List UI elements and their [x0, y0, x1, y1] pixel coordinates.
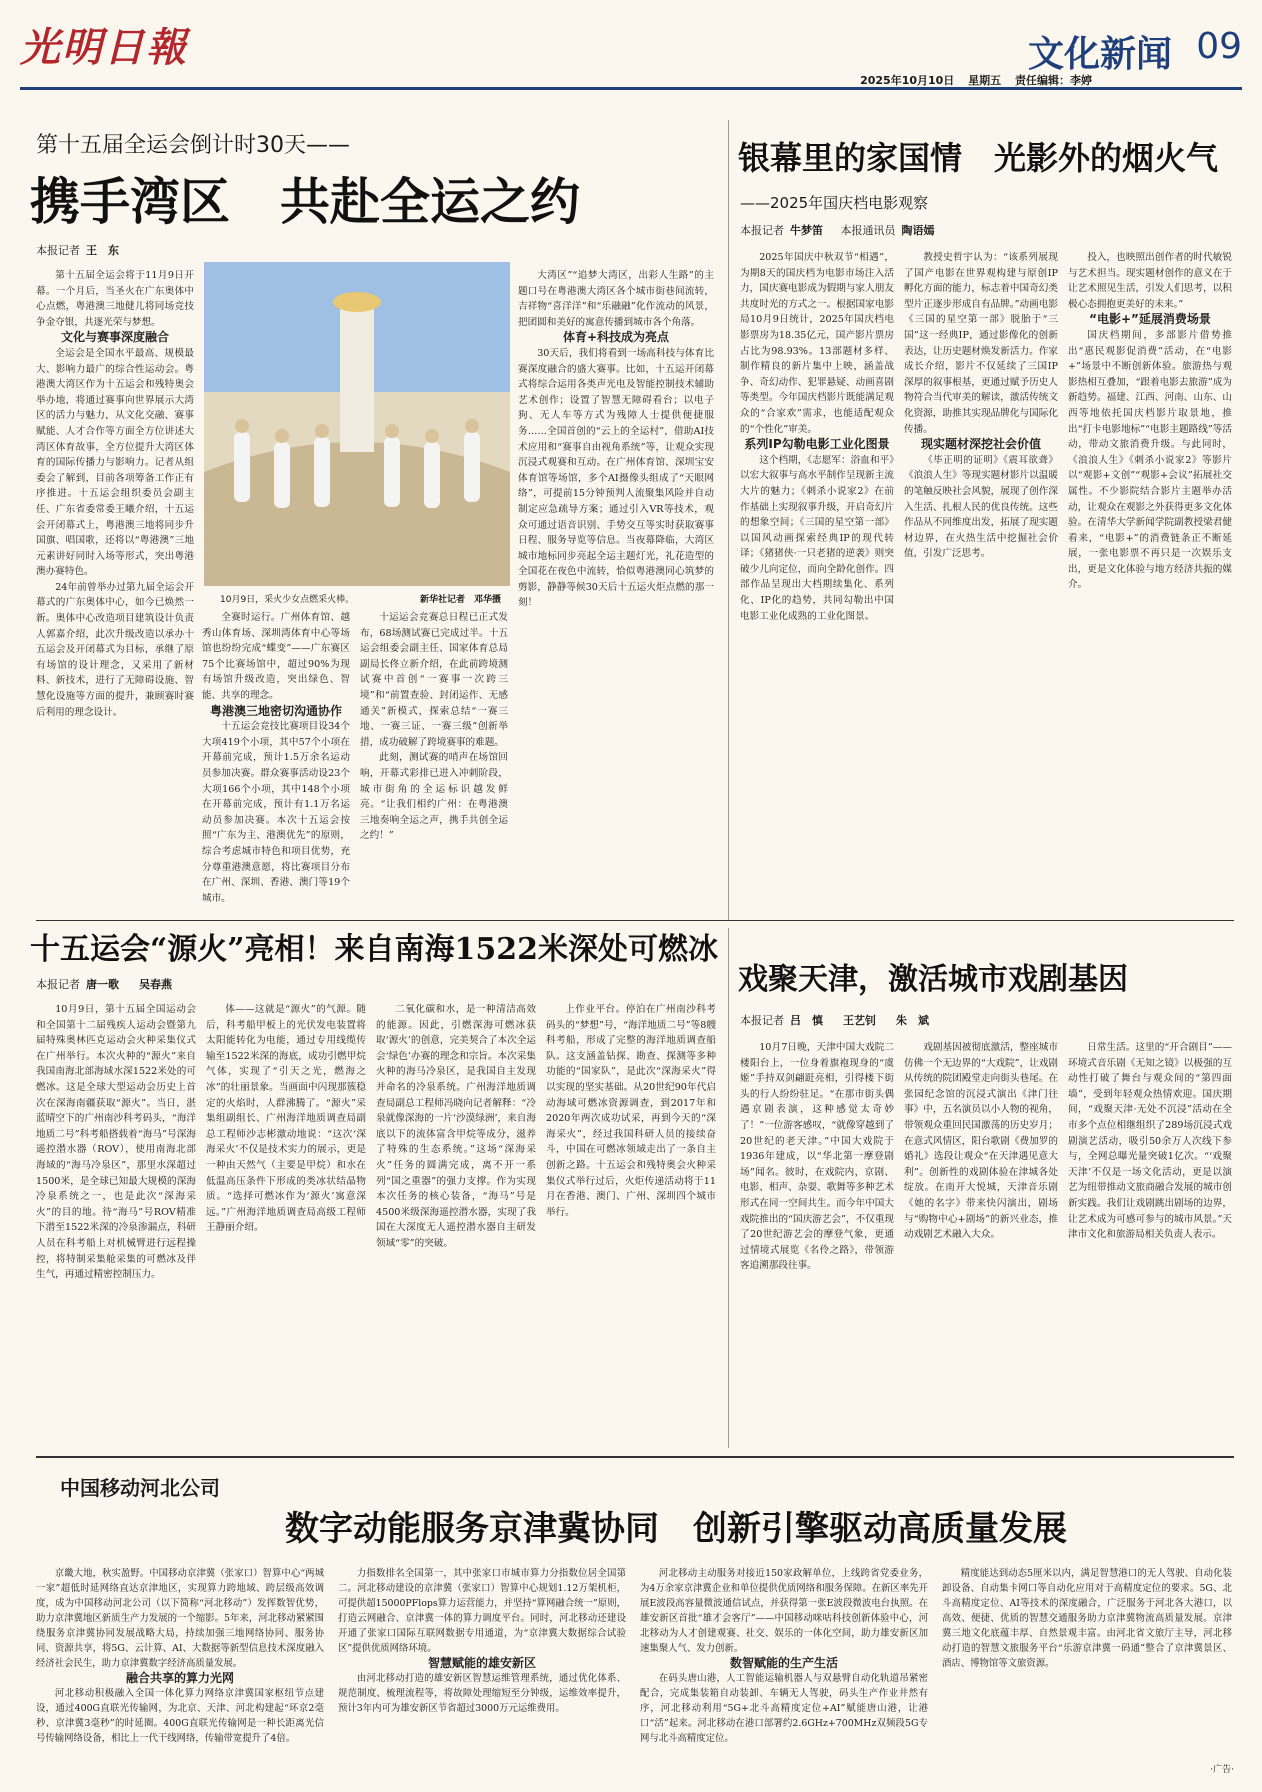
article2-col1 [740, 250, 894, 910]
paragraph: 这个档期，《志愿军：浴血和平》以宏大叙事与高水平制作呈现新主流大片的魅力；《刺杀小说家2》在前作基础上实现叙事升级，开启奇幻片的想象空间；《三国的星空第一部》以国风动画探索经典IP的现代转译；《猪猪侠·一只老猪的逆袭》则突破少儿向定位，而向全龄化创作。四部作品呈现出大档期续集化、系列化、IP化的趋势，共同勾勒出中国电影工业化成熟的工业化图景。 [740, 454, 894, 622]
paragraph: 在码头唐山港，人工智能运输机器人与双悬臂自动化轨道吊紧密配合，完成集装箱自动装卸、车辆无人驾驶，码头生产作业井然有序，河北移动利用“5G+北斗高精度定位+AI”赋能唐山港，让港口“活”起来。河北移动在港口部署约2.6GHz+700MHz双频段5G专网与北斗高精度定位。 [640, 1673, 928, 1744]
subheading: 数智赋能的生产生活 [729, 1656, 838, 1670]
ad-headline: 数字动能服务京津冀协同 创新引擎驱动高质量发展 [285, 1509, 1067, 1549]
article3-col1 [36, 1002, 196, 1442]
column-divider [728, 928, 729, 1448]
ad-col1 [36, 1566, 324, 1766]
section-title: 文化新闻 [1027, 34, 1172, 75]
photo-caption: 10月9日，采火少女点燃采火棒。 [220, 595, 355, 605]
advertorial [36, 1456, 1234, 1778]
article3-col4 [546, 1002, 716, 1442]
paragraph: 精度能达到动态5厘米以内，满足智慧港口的无人驾驶、自动化装卸设备、自动集卡网口等自动化应用对于高精度定位的要求。5G、北斗高精度定位、AI等技术的深度融合，广泛服务于河北各大港口，以高效、便捷、优质的智慧交通服务助力京津冀物流高质量发展。京津冀三地文化底蕴丰厚、自然景观丰富。由河北省文旅厅主导，河北移动打造的智慧文旅服务平台“乐游京津冀一码通”整合了京津冀景区、酒店、博物馆等文旅资源。 [942, 1568, 1232, 1669]
paragraph: 投入，也映照出创作者的时代敏锐与艺术担当。现实题材创作的意义在于让艺术照见生活，引发人们思考，以积极心态拥抱更美好的未来。” [1068, 252, 1232, 310]
subheading: 粤港澳三地密切沟通协作 [209, 703, 342, 718]
article4-headline: 戏聚天津，激活城市戏剧基因 [738, 962, 1128, 997]
paragraph: 2025年国庆中秋双节“相遇”，为期8天的国庆档为电影市场注入活力，国庆赛电影成为假期与家人朋友共度时光的方式之一。根据国家电影局10月9日统计，2025年国庆档电影票房为18.35亿元，国产影片票房占比为98.93%。13部题材多样、制作精良的新片集中上映，涵盖战争、奇幻动作、犯罪悬疑、动画喜剧等类型。今年国庆档影片既能满足观众的“合家欢”需求，也能适配观众的“个性化”审美。 [740, 252, 894, 435]
paragraph: 国庆档期间，多部影片借势推出“惠民观影促消费”活动，在“电影+”场景中不断创新体验。旅游热与观影热相互叠加，“跟着电影去旅游”成为新趋势。福建、江西、河南、山东、山西等地依托国庆档影片取景地，推出“打卡电影地标”“电影主题路线”等活动，带动文旅消费升级。与此同时，《浪浪人生》《刺杀小说家2》等影片以“观影+文创”“观影+会议”拓展社交属性。不少影院结合影片主题举办活动，让观众在观影之外获得更多文化体验。在清华大学新闻学院副教授梁君健看来，“电影+”的消费链条正不断延展，一张电影票不再只是一次娱乐支出，更是文化体验与地方经济共振的媒介。 [1068, 329, 1232, 591]
article1-col4 [518, 268, 714, 908]
byline-name: 牛梦笛 [790, 224, 823, 237]
byline-name: 吕 慎 [790, 1014, 823, 1027]
subheading: 文化与赛事深度融合 [60, 330, 169, 345]
article1-headline: 携手湾区 共赴全运之约 [30, 172, 580, 231]
paragraph: 十五运会竞技比赛项目设34个大项419个小项，其中57个小项在开幕前完成，预计1.5万余名运动员参加决赛。群众赛事活动设23个大项166个小项，其中148个小项在开幕前完成，预计有1.1万名运动员参加决赛。本次十五运会按照“广东为主、港澳优先”的原则，综合考虑城市特色和项目优势，充分尊重港澳意愿，将比赛项目分布在广州、深圳、香港、澳门等19个城市。 [202, 721, 350, 904]
paragraph: 教授史哲宇认为：“该系列展现了国产电影在世界观构建与原创IP孵化方面的能力，标志着中国奇幻类型片正逐步形成自有品牌。”动画电影《三国的星空第一部》脱胎于“三国”这一经典IP，通过影像化的创新表达，让历史题材焕发新活力。作家成长介绍，影片不仅延续了三国IP深厚的叙事根基，更通过赋予历史人物符合当代审美的解读，激活传统文化资源，助推其实现品牌化与国际化传播。 [904, 252, 1058, 435]
byline-name: 朱 斌 [896, 1014, 929, 1027]
paragraph: 大湾区”“追梦大湾区，出彩人生路”的主题口号在粤港澳大湾区各个城市街巷间流转，吉祥物“喜洋洋”和“乐融融”化作流动的风景，把团圆和美好的寓意传播到城市各个角落。 [518, 270, 714, 328]
byline-label: 本报通讯员 [840, 224, 896, 237]
article3-headline: 十五运会“源火”亮相！来自南海1522米深处可燃冰 [30, 932, 719, 967]
page-number: 09 [1196, 26, 1242, 67]
article4-col3 [1068, 1040, 1232, 1442]
ad-col3 [640, 1566, 928, 1766]
byline-name: 陶语嫣 [901, 224, 935, 237]
article2-byline [740, 222, 949, 238]
newspaper-logo: 光明日報 [20, 24, 188, 71]
paragraph: 此刻，测试赛的哨声在场馆回响，开幕式彩排已进入冲刺阶段，城市街角的全运标识越发鲜亮。“让我们相约广州：在粤港澳三地奏响全运之声，携手共创全运之约！” [360, 752, 508, 842]
article1-col1 [36, 268, 194, 908]
article3-col3 [376, 1002, 536, 1442]
byline-label: 本报记者 [740, 224, 784, 237]
article2-subtitle: ——2025年国庆档电影观察 [740, 194, 929, 212]
subheading: 智慧赋能的雄安新区 [427, 1656, 536, 1670]
subheading: “电影+”延展消费场景 [1089, 312, 1211, 327]
paragraph: 日常生活。这里的“开合剧目”——环境式音乐剧《无知之镜》以极强的互动性打破了舞台与观众间的“第四面墙”，受到年轻观众热情欢迎。国庆期间，“戏聚天津·无处不沉浸”活动在全市多个点位相继组织了289场沉浸式戏剧演艺活动，吸引50余万人次线下参与，全网总曝光量突破1亿次。“‘戏聚天津’不仅是一场文化活动，更是以演艺为纽带推动文旅商融合发展的城市创新实践。我们让戏剧跳出剧场的边界，让艺术成为可感可参与的城市风景。”天津市文化和旅游局相关负责人表示。 [1068, 1042, 1232, 1241]
article1-col3 [360, 610, 508, 908]
ad-col2 [338, 1566, 626, 1766]
paragraph: 第十五届全运会将于11月9日开幕。一个月后，当圣火在广东奥体中心点燃，粤港澳三地健儿将同场竞技争金夺银，共逐光荣与梦想。 [36, 270, 194, 328]
paragraph: 二氧化碳和水，是一种清洁高效的能源。因此，引燃深海可燃冰获取‘源火’的创意，完美契合了本次全运会‘绿色’办赛的理念和宗旨。本次采集火种的海马冷泉区，是我国自主发现并命名的冷泉系统。广州海洋地质调查局副总工程师冯晓向记者解释：“冷泉就像深海的一片‘沙漠绿洲’，来自海底以下的流体富含甲烷等成分，滋养了特殊的生态系统。”这场“深海采火”任务的圆满完成，离不开一系列“国之重器”的强力支撑。作为实现本次任务的核心装备，“海马”号是4500米级深海遥控潜水器，实现了我国在大深度无人遥控潜水器自主研发领域“零”的突破。 [376, 1004, 536, 1249]
paragraph: 河北移动积极融入全国一体化算力网络京津冀国家枢纽节点建设，通过400G直联光传输网，为北京、天津、河北构建起“环京2毫秒、京津冀3毫秒”的时延圈。400G直联光传输网是一种长距离光信号传输网络设备，相比上一代干线网络，传输带宽提升了4倍。 [36, 1688, 324, 1744]
photo-credit: 新华社记者 邓华摄 [420, 595, 502, 605]
byline-name: 吴春燕 [139, 978, 172, 991]
column-divider [728, 120, 729, 920]
byline-name: 王艺钊 [843, 1014, 876, 1027]
ad-col4 [942, 1566, 1232, 1766]
paragraph: 体——这就是“源火”的气源。随后，科考船甲板上的光伏发电装置将太阳能转化为电能，通过专用线缆传输至1522米深的海底，成功引燃甲烷气体，实现了“引天之光，燃海之冰”的壮丽景象。当画面中闪现那簇稳定的火焰时，人群沸腾了。“源火”采集组副组长、广州海洋地质调查局副总工程师沙志彬激动地说：“这次‘深海采火’不仅是技术实力的展示，更是一种由天然气（主要是甲烷）和水在低温高压条件下形成的类冰状结晶物质。“选择可燃冰作为‘源火’寓意深远。”广州海洋地质调查局高级工程师王静丽介绍。 [206, 1004, 366, 1234]
paragraph: 上作业平台。停泊在广州南沙科考码头的“梦想”号，“海洋地质二号”等8艘科考船，形成了完整的海洋地质调查船队。这支涵盖钻探、勘查、探测等多种功能的“国家队”，是此次“深海采火”得以实现的坚实基础。从20世纪90年代启动海域可燃冰资源调查，到2017年和2020年两次成功试采，再到今天的“深海采火”，经过我国科研人员的接续奋斗，中国在可燃冰领域走出了一条自主创新之路。十五运会和残特奥会火种采集仪式举行过后，火炬传递活动将于11月在香港、澳门、广州、深圳四个城市举行。 [546, 1004, 716, 1218]
issue-weekday: 星期五 [968, 74, 1002, 87]
paragraph: 由河北移动打造的雄安新区智慧运维管理系统，通过优化体系、规范制度、梳理流程等，将故障处理缩短至分钟级，运维效率提升，预计3年内可为雄安新区节省超过3000万元运维费用。 [338, 1673, 626, 1714]
subheading: 系列IP勾勒电影工业化图景 [744, 437, 890, 452]
byline-name: 王 东 [86, 244, 119, 257]
article2-col3 [1068, 250, 1232, 910]
paragraph: 力指数排名全国第一，其中张家口市城市算力分指数位居全国第二。河北移动建设的京津冀（张家口）智算中心规划1.12万架机柜，可提供超15000PFlops算力运营能力，并坚持“算网融合统一”原则，打造云网融合、京津冀一体的算力调度平台。同时，河北移动还建设开通了张家口国际互联网数据专用通道，为“京津冀大数据综合试验区”提供优质网络环境。 [338, 1568, 626, 1654]
paragraph: 全运会是全国水平最高、规模最大、影响力最广的综合性运动会。粤港澳大湾区作为十五运会和残特奥会举办地，将通过赛事向世界展示大湾区的活力与魅力，从文化交融、赛事赋能、人才合作等方面全方位讲述大湾区体育故事，全方位提升大湾区体育的国际传播力与影响力。记者从组委会了解到，目前各项筹备工作正有序推进。十五运会组织委员会副主任、广东省委常委王曦介绍，十五运会开闭幕式上，粤港澳三地将同步升国旗、唱国歌，还将以“粤港澳”三地元素讲好同时入场等形式，突出粤港澳办赛特色。 [36, 347, 194, 578]
section-divider [36, 920, 1234, 921]
paragraph: 河北移动主动服务对接近150家政解单位，上线跨省党委业务，为4万余家京津冀企业和单位提供优质网络和服务保障。在新区率先开展E波段高容量微波通信试点，并获得第一张E波段微波电台执照。在雄安新区首批“雄才会客厅”——中国移动咪咕科技创新体验中心，河北移动为人才创建观赛、社交、娱乐的一体化空间，助力雄安新区加速集聚人气、发力创新。 [640, 1568, 928, 1654]
issue-date: 2025年10月10日 [860, 74, 955, 87]
article3-byline [36, 976, 186, 992]
ad-company: 中国移动河北公司 [60, 1476, 220, 1500]
paragraph: 十运运会竞赛总日程已正式发布，68场测试赛已完成过半。十五运会组委会副主任、国家体育总局副局长佟立新介绍，在此前跨境测试赛中首创“一赛事一次跨三境”和“前置查验、封闭运作、无感通关”新模式，探索总结“一赛三地、一赛三证、一赛三级”创新举措，成功破解了跨境赛事的难题。 [360, 612, 508, 748]
article4-col1 [740, 1040, 894, 1442]
issue-editor: 责任编辑：李婷 [1015, 74, 1092, 87]
article1-kicker: 第十五届全运会倒计时30天—— [36, 133, 350, 158]
byline-label: 本报记者 [36, 978, 80, 991]
torch-photo [204, 262, 510, 586]
paragraph: 24年前曾举办过第九届全运会开幕式的广东奥体中心，如今已焕然一新。奥体中心改造项目建筑设计负责人郭嘉介绍，此次升级改造以承办十五运会及开闭幕式为目标，承继了原有场馆的设计理念，又采用了新材料、新技术，进行了无障碍设施、智慧化设施等方面的提升，兼顾赛时赛后利用的理念设计。 [36, 581, 194, 718]
article1-col2 [202, 610, 350, 908]
subheading: 现实题材深挖社会价值 [920, 437, 1041, 452]
paragraph: 30天后，我们将看到一场高科技与体育比赛深度融合的盛大赛事。比如，十五运开闭幕式将综合运用各类声光电及智能控制技术辅助艺术创作；设置了智慧无障碍看台；以电子狗、无人车等方式为残障人士提供便捷服务……全国首创的“云上的全运村”，借助AI技术应用和“赛事自由视角系统”等，让观众实现沉浸式观赛和互动。在广州体育馆、深圳宝安体育馆等场馆，多个AI摄像头组成了“天眼网络”，可提前15分钟预判人流聚集风险并自动制定应急疏导方案；通过引入VR等技术，观众可通过语音识别、手势交互等实时获取赛事日程、服务导览等信息。当夜幕降临，大湾区城市地标同步亮起全运主题灯光，礼花造型的全国花在夜色中流转，恰似粤港澳同心筑梦的剪影，静静等候30天后十五运火炬点燃的那一刻！ [518, 347, 714, 609]
byline-label: 本报记者 [740, 1014, 784, 1027]
byline-name: 唐一歌 [86, 978, 119, 991]
ad-label: ·广告· [1210, 1765, 1234, 1775]
article2-headline: 银幕里的家国情 光影外的烟火气 [738, 139, 1219, 177]
paragraph: 京畿大地，秋实盈野。中国移动京津冀（张家口）智算中心“两城一家”超低时延网络直达京津地区，实现算力跨地域、跨层级高效调度，成为中国移动河北公司（以下简称“河北移动”）发挥数智优势，助力京津冀地区新质生产力发展的一个缩影。5年来，河北移动紧紧围绕服务京津冀协同发展战略大局，持续加强三地网络协同、服务协同、资源共享，将5G、云计算、AI、大数据等新型信息技术深度融入经济社会民生，助力京津冀数字经济高质量发展。 [36, 1568, 324, 1669]
paragraph: 戏剧基因被彻底激活，整座城市仿佛一个无边界的“大戏院”，让戏剧从传统的院团殿堂走向街头巷尾。在张园纪念馆的沉浸式演出《津门往事》中，五名演员以小人物的视角，带领观众重回民国激荡的历史岁月；在意式风情区，阳台歌剧《费加罗的婚礼》选段让观众“在天津遇见意大利”。创新性的戏剧体验在津城各处绽放。在南开大悦城，天津音乐剧《她的名字》带来快闪演出，剧场与“购物中心+剧场”的新兴业态，推动戏剧艺术融入大众。 [904, 1042, 1058, 1241]
subheading: 体育+科技成为亮点 [562, 330, 670, 345]
article4-byline [740, 1012, 943, 1028]
article2-col2 [904, 250, 1058, 910]
paragraph: 10月7日晚，天津中国大戏院二楼阳台上，一位身着旗袍现身的“虞姬”手持双剑翩跹亮相，引得楼下街头的行人纷纷驻足。“在那市街头偶遇京剧表演，这种感觉太奇妙了！”一位游客感叹，“就像穿越到了20世纪的老天津。”中国大戏院于1936年建成，以“华北第一摩登剧场”闻名。彼时，在戏院内，京剧、电影、相声、杂耍、歌舞等多种艺术形式在同一空间共生。而今年中国大戏院推出的“国庆游艺会”，不仅重现了20世纪游艺会的摩登气象，更通过情境式展览《名伶之路》，带领游客追溯那段往事。 [740, 1042, 894, 1272]
paragraph: 全赛时运行。广州体育馆、越秀山体育场、深圳湾体育中心等场馆也纷纷完成“蝶变”——广东赛区75个比赛场馆中，超过90%为现有场馆升级改造，突出绿色、智能、共享的理念。 [202, 612, 350, 701]
article3-col2 [206, 1002, 366, 1442]
byline-label: 本报记者 [36, 244, 80, 257]
article1-byline [36, 242, 133, 258]
torch-ceremony-image [204, 262, 510, 586]
subheading: 融合共享的算力光网 [125, 1671, 234, 1685]
paragraph: 10月9日，第十五届全国运动会和全国第十二届残疾人运动会暨第九届特殊奥林匹克运动会火种采集仪式在广州举行。本次火种的“源火”来自我国南海北部海域水深1522米处的可燃冰。这是全球大型运动会历史上首次在深海南疆获取“源火”。当日，湛蓝晴空下的广州南沙科考码头，“海洋地质二号”科考船搭载着“海马”号深海遥控潜水器（ROV），使用南海北部海域的“海马冷泉区”，那里水深超过1500米，是全球已知最大规模的深海冷泉系统之一，也是此次“深海采火”的目的地。待“海马”号ROV精准下潜至1522米深的冷泉渗漏点，科研人员在科考船上对机械臂进行远程操控，将特制采集舱采集的可燃冰及伴生气，再通过精密控制压力。 [36, 1004, 196, 1281]
paragraph: 《毕正明的证明》《震耳欲聋》《浪浪人生》等现实题材影片以温暖的笔触反映社会风貌，展现了创作深入生活、扎根人民的优良传统。这些作品从不同维度出发，拓展了现实题材边界，在火热生活中挖掘社会价值，引发广泛思考。 [904, 454, 1058, 560]
masthead [20, 14, 1242, 90]
article4-col2 [904, 1040, 1058, 1442]
